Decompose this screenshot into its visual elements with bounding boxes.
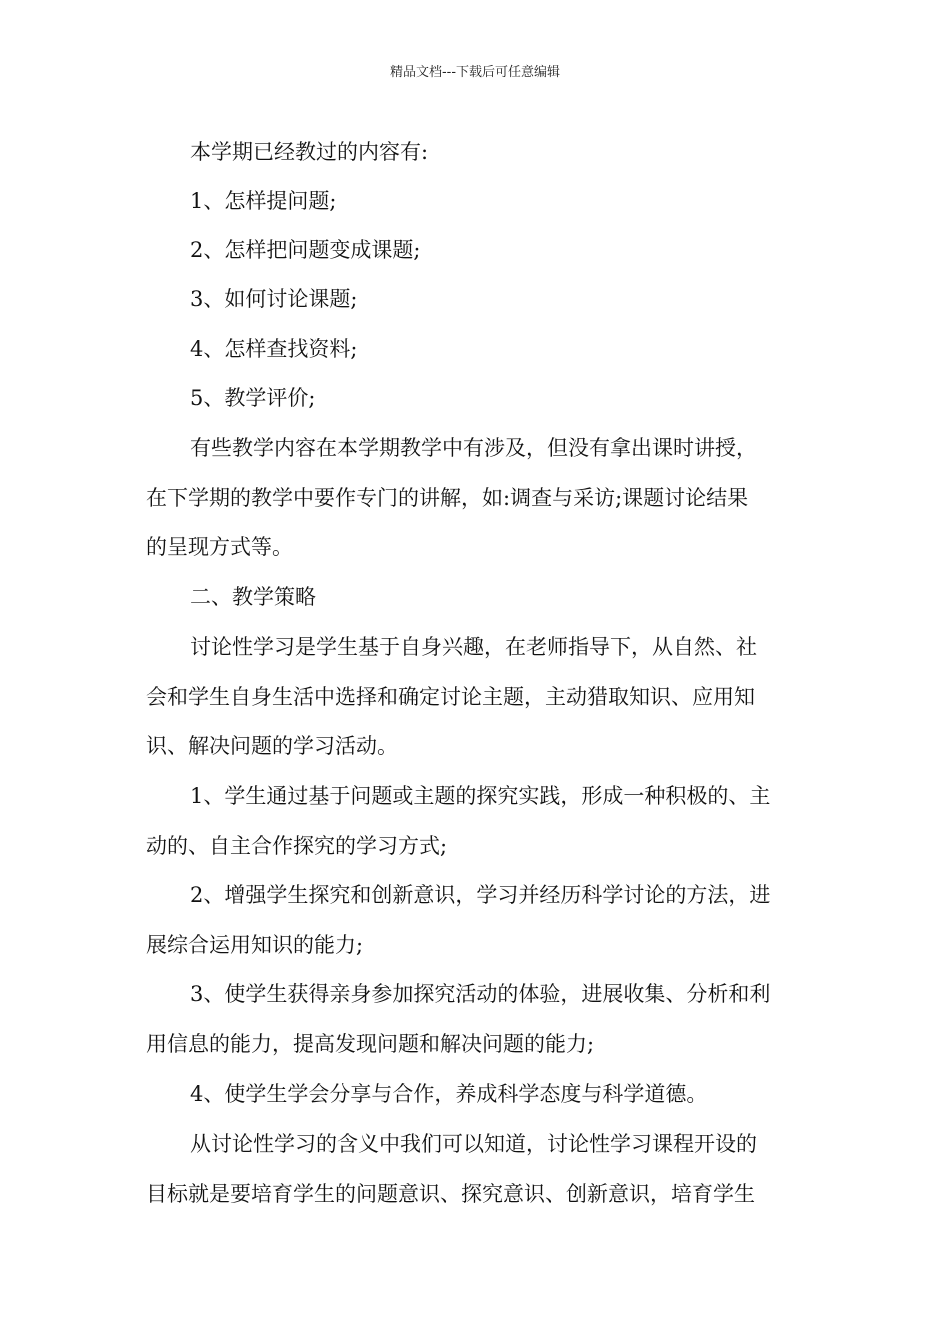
paragraph-not-covered (146, 424, 810, 573)
page-header: 精品文档---下载后可任意编辑 (389, 65, 561, 80)
paragraph-intro (146, 128, 810, 178)
text-line: 用信息的能力，提高发现问题和解决问题的能力; (146, 1031, 595, 1056)
text-line: 本学期已经教过的内容有: (190, 140, 429, 164)
paragraph-conclusion (146, 1120, 810, 1219)
text-line: 1、怎样提问题; (190, 189, 337, 213)
list-item-1 (146, 177, 810, 227)
list-item-2 (146, 226, 810, 276)
list-item-5 (146, 374, 810, 424)
text-line: 会和学生自身生活中选择和确定讨论主题，主动猎取知识、应用知 (146, 684, 755, 709)
text-line: 展综合运用知识的能力; (146, 932, 364, 957)
goal-item-2 (146, 871, 810, 970)
text-line: 1、学生通过基于问题或主题的探究实践，形成一种积极的、主 (190, 784, 771, 808)
text-line: 的呈现方式等。 (146, 535, 293, 559)
list-item-3 (146, 275, 810, 325)
text-line: 3、使学生获得亲身参加探究活动的体验，进展收集、分析和利 (190, 982, 771, 1006)
text-line: 二、教学策略 (190, 585, 316, 609)
text-line: 有些教学内容在本学期教学中有涉及，但没有拿出课时讲授， (190, 436, 757, 460)
text-line: 动的、自主合作探究的学习方式; (146, 833, 448, 858)
text-line: 讨论性学习是学生基于自身兴趣，在老师指导下，从自然、社 (190, 635, 757, 659)
text-line: 2、怎样把问题变成课题; (190, 238, 421, 262)
text-line: 2、增强学生探究和创新意识，学习并经历科学讨论的方法，进 (190, 883, 771, 907)
goal-item-1 (146, 772, 810, 871)
text-line: 4、怎样查找资料; (190, 337, 358, 361)
goal-item-3 (146, 970, 810, 1069)
paragraph-definition (146, 623, 810, 772)
text-line: 4、使学生学会分享与合作，养成科学态度与科学道德。 (190, 1082, 708, 1106)
section-heading (146, 573, 810, 623)
text-line: 从讨论性学习的含义中我们可以知道，讨论性学习课程开设的 (190, 1132, 757, 1156)
text-line: 识、解决问题的学习活动。 (146, 734, 398, 758)
text-line: 目标就是要培育学生的问题意识、探究意识、创新意识，培育学生 (146, 1181, 755, 1206)
list-item-4 (146, 325, 810, 375)
goal-item-4 (146, 1070, 810, 1120)
text-line: 5、教学评价; (190, 386, 316, 410)
text-line: 在下学期的教学中要作专门的讲解，如:调查与采访;课题讨论结果 (146, 485, 749, 510)
text-line: 3、如何讨论课题; (190, 287, 358, 311)
